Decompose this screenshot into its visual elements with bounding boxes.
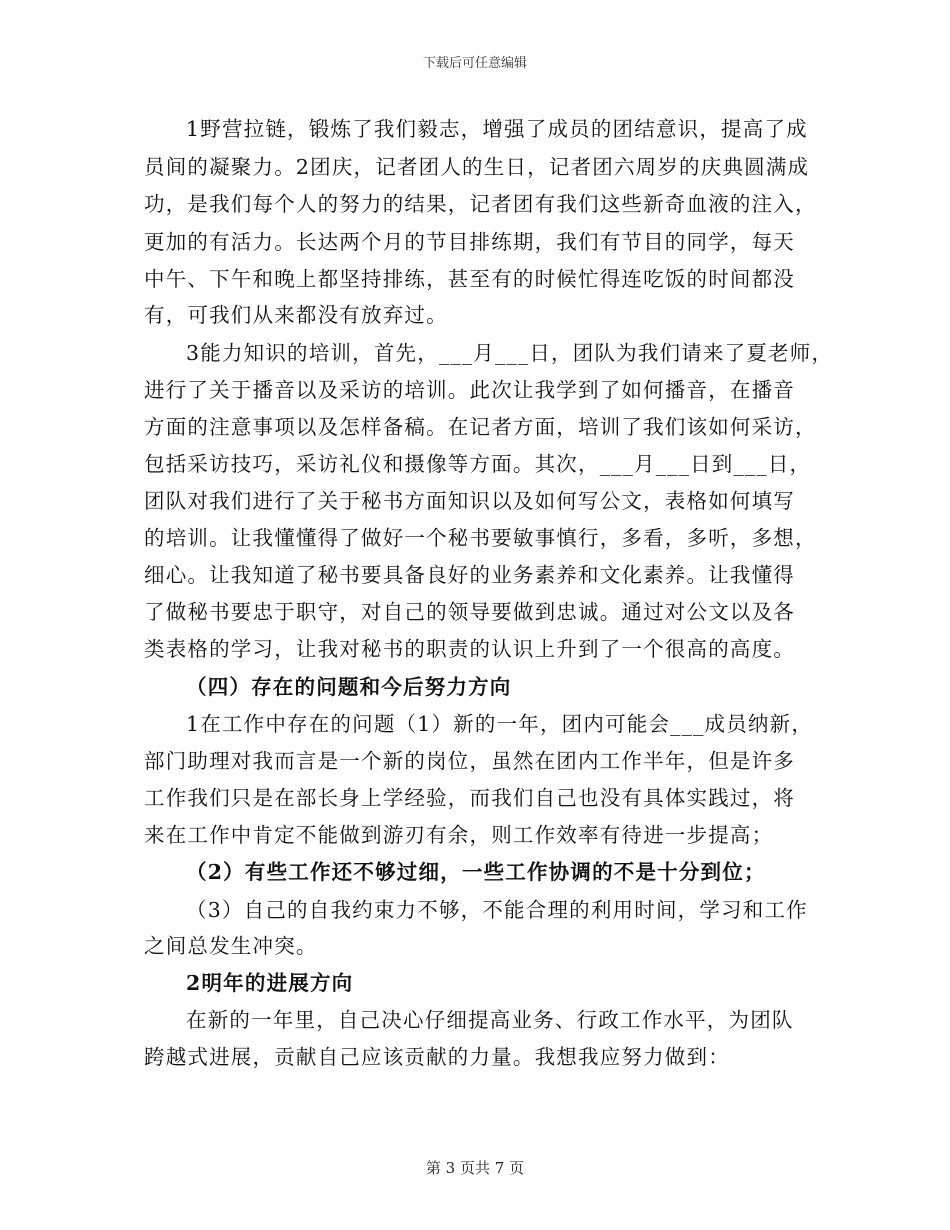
paragraph-line: 跨越式进展，贡献自己应该贡献的力量。我想我应努力做到： — [144, 1045, 730, 1069]
subsection-heading: 2明年的进展方向 — [186, 971, 354, 995]
paragraph-line: 进行了关于播音以及采访的培训。此次让我学到了如何播音，在播音 — [144, 378, 795, 402]
paragraph-line: 工作我们只是在部长身上学经验，而我们自己也没有具体实践过，将 — [144, 786, 795, 810]
paragraph-line: 有，可我们从来都没有放弃过。 — [144, 303, 448, 327]
page-footer: 第 3 页共 7 页 — [425, 1159, 525, 1177]
paragraph-line: 之间总发生冲突。 — [144, 934, 318, 958]
paragraph-line: 3能力知识的培训，首先，___月___日，团队为我们请来了夏老师， — [186, 341, 834, 365]
paragraph-line: 的培训。让我懂懂得了做好一个秘书要敏事慎行，多看，多听，多想， — [144, 526, 817, 550]
paragraph-line: 方面的注意事项以及怎样备稿。在记者方面，培训了我们该如何采访， — [144, 415, 817, 439]
paragraph-line: 包括采访技巧，采访礼仪和摄像等方面。其次，___月___日到___日， — [144, 452, 812, 476]
paragraph-line: 1在工作中存在的问题（1）新的一年，团内可能会___成员纳新， — [186, 712, 814, 736]
paragraph-line: 细心。让我知道了秘书要具备良好的业务素养和文化素养。让我懂得 — [144, 563, 795, 587]
page-header: 下载后可任意编辑 — [422, 56, 527, 71]
paragraph-line: 中午、下午和晚上都坚持排练，甚至有的时候忙得连吃饭的时间都没 — [144, 267, 795, 291]
bold-list-item: （2）有些工作还不够过细，一些工作协调的不是十分到位； — [186, 860, 766, 884]
paragraph-line: 类表格的学习，让我对秘书的职责的认识上升到了一个很高的高度。 — [144, 637, 795, 661]
paragraph-line: 功，是我们每个人的努力的结果，记者团有我们这些新奇血液的注入， — [144, 192, 817, 216]
paragraph-line: 在新的一年里，自己决心仔细提高业务、行政工作水平，为团队 — [186, 1008, 794, 1032]
paragraph-line: 了做秘书要忠于职守，对自己的领导要做到忠诚。通过对公文以及各 — [144, 600, 795, 624]
paragraph-line: 1野营拉链，锻炼了我们毅志，增强了成员的团结意识，提高了成 — [186, 117, 808, 141]
paragraph-line: 员间的凝聚力。2团庆，记者团人的生日，记者团六周岁的庆典圆满成 — [144, 155, 810, 179]
paragraph-line: 更加的有活力。长达两个月的节目排练期，我们有节目的同学，每天 — [144, 230, 795, 254]
paragraph-line: 来在工作中肯定不能做到游刃有余，则工作效率有待进一步提高； — [144, 823, 774, 847]
paragraph-line: 团队对我们进行了关于秘书方面知识以及如何写公文，表格如何填写 — [144, 489, 795, 513]
section-heading: （四）存在的问题和今后努力方向 — [186, 675, 512, 699]
paragraph-line: 部门助理对我而言是一个新的岗位，虽然在团内工作半年，但是许多 — [144, 749, 795, 773]
paragraph-line: （3）自己的自我约束力不够，不能合理的利用时间，学习和工作 — [186, 898, 808, 922]
